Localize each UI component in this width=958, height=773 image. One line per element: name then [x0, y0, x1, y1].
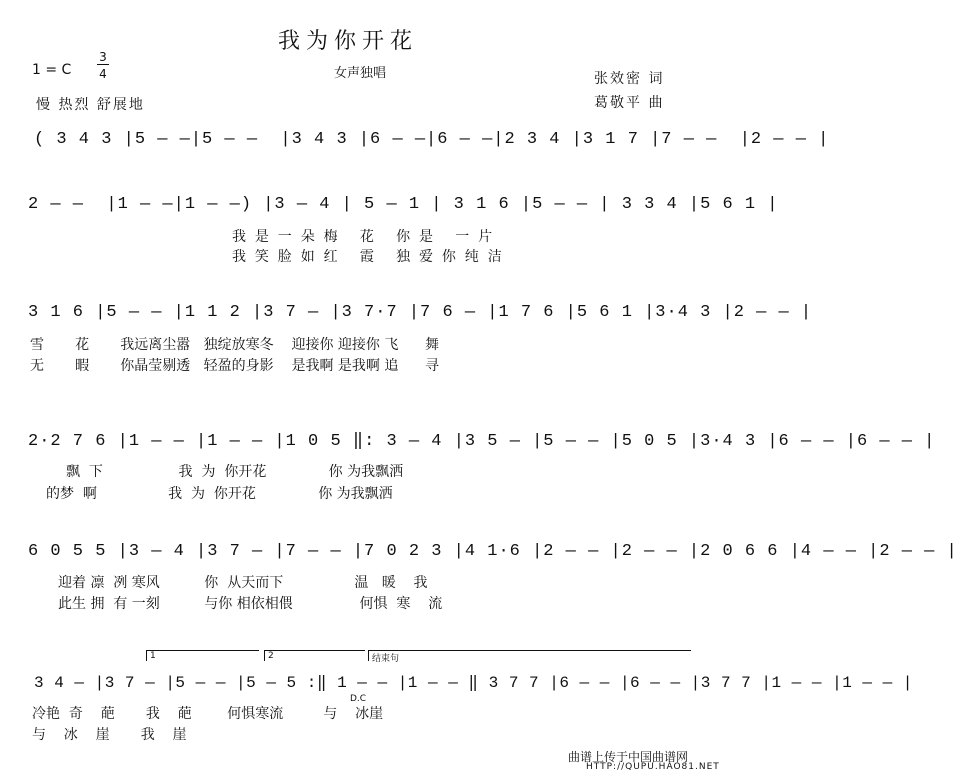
score-row-2-notes: 2 — — |1 — —|1 — —) |3 — 4 | 5 — 1 | 3 1 6 |5 — — | 3 3 4 |5 6 1 | — [28, 195, 779, 214]
score-row-4-lyric-2: 的梦 啊 我 为 你开花 你 为我飘洒 — [46, 486, 393, 502]
volta-bracket-2 — [264, 650, 365, 661]
score-row-6-notes: 3 4 — |3 7 — |5 — — |5 — 5 :‖ 1 — — |1 — — ‖ 3 7 7 |6 — — |6 — — |3 7 7 |1 — — |1 — — | — [34, 674, 913, 692]
score-row-4-lyric-1: 飘 下 我 为 你开花 你 为我飘洒 — [66, 464, 404, 480]
score-row-5-notes: 6 0 5 5 |3 — 4 |3 7 — |7 — — |7 0 2 3 |4 1·6 |2 — — |2 — — |2 0 6 6 |4 — — |2 — — | — [28, 542, 958, 561]
score-row-6-lyric-1: 冷艳 奇 葩 我 葩 何惧寒流 与 冰崖 — [32, 706, 384, 722]
time-signature-bar — [97, 64, 109, 65]
volta-2-label: 2 — [268, 651, 274, 661]
site-url: HTTP://QUPU.HAO81.NET — [586, 762, 720, 772]
composer: 葛敬平 曲 — [594, 95, 665, 111]
score-row-2-lyric-2: 我 笑 脸 如 红 霞 独 爱 你 纯 洁 — [232, 249, 502, 265]
tempo-marking: 慢 热烈 舒展地 — [36, 97, 145, 113]
score-row-3-notes: 3 1 6 |5 — — |1 1 2 |3 7 — |3 7·7 |7 6 — |1 7 6 |5 6 1 |3·4 3 |2 — — | — [28, 303, 813, 322]
score-row-3-lyric-2: 无 暇 你晶莹剔透 轻盈的身影 是我啊 是我啊 追 寻 — [30, 358, 440, 374]
upload-note: 曲谱上传于中国曲谱网 — [568, 750, 689, 764]
time-signature-numerator: 3 — [99, 50, 107, 64]
score-row-1-notes: ( 3 4 3 |5 — —|5 — — |3 4 3 |6 — —|6 — —|2 3 4 |3 1 7 |7 — — |2 — — | — [34, 130, 830, 149]
song-title: 我为你开花 — [278, 29, 419, 54]
score-row-5-lyric-2: 此生 拥 有 一刻 与你 相依相偎 何惧 寒 流 — [58, 596, 443, 612]
ending-label: 结束句 — [372, 654, 400, 664]
score-row-3-lyric-1: 雪 花 我远离尘嚣 独绽放寒冬 迎接你 迎接你 飞 舞 — [30, 337, 440, 353]
score-row-5-lyric-1: 迎着 凛 冽 寒风 你 从天而下 温 暖 我 — [58, 575, 428, 591]
time-signature-denominator: 4 — [99, 67, 107, 81]
score-row-6-lyric-2: 与 冰 崖 我 崖 — [32, 727, 187, 743]
lyricist: 张效密 词 — [594, 71, 665, 87]
volta-1-label: 1 — [150, 651, 156, 661]
score-row-2-lyric-1: 我 是 一 朵 梅 花 你 是 一 片 — [232, 229, 493, 245]
dc-marking: D.C — [350, 694, 367, 704]
volta-bracket-1 — [146, 650, 259, 661]
ending-bracket — [368, 650, 691, 661]
subtitle: 女声独唱 — [334, 66, 387, 81]
score-row-4-notes: 2·2 7 6 |1 — — |1 — — |1 0 5 ‖: 3 — 4 |3 5 — |5 — — |5 0 5 |3·4 3 |6 — — |6 — — | — [28, 432, 936, 451]
key-signature: 1 = C — [32, 62, 72, 78]
